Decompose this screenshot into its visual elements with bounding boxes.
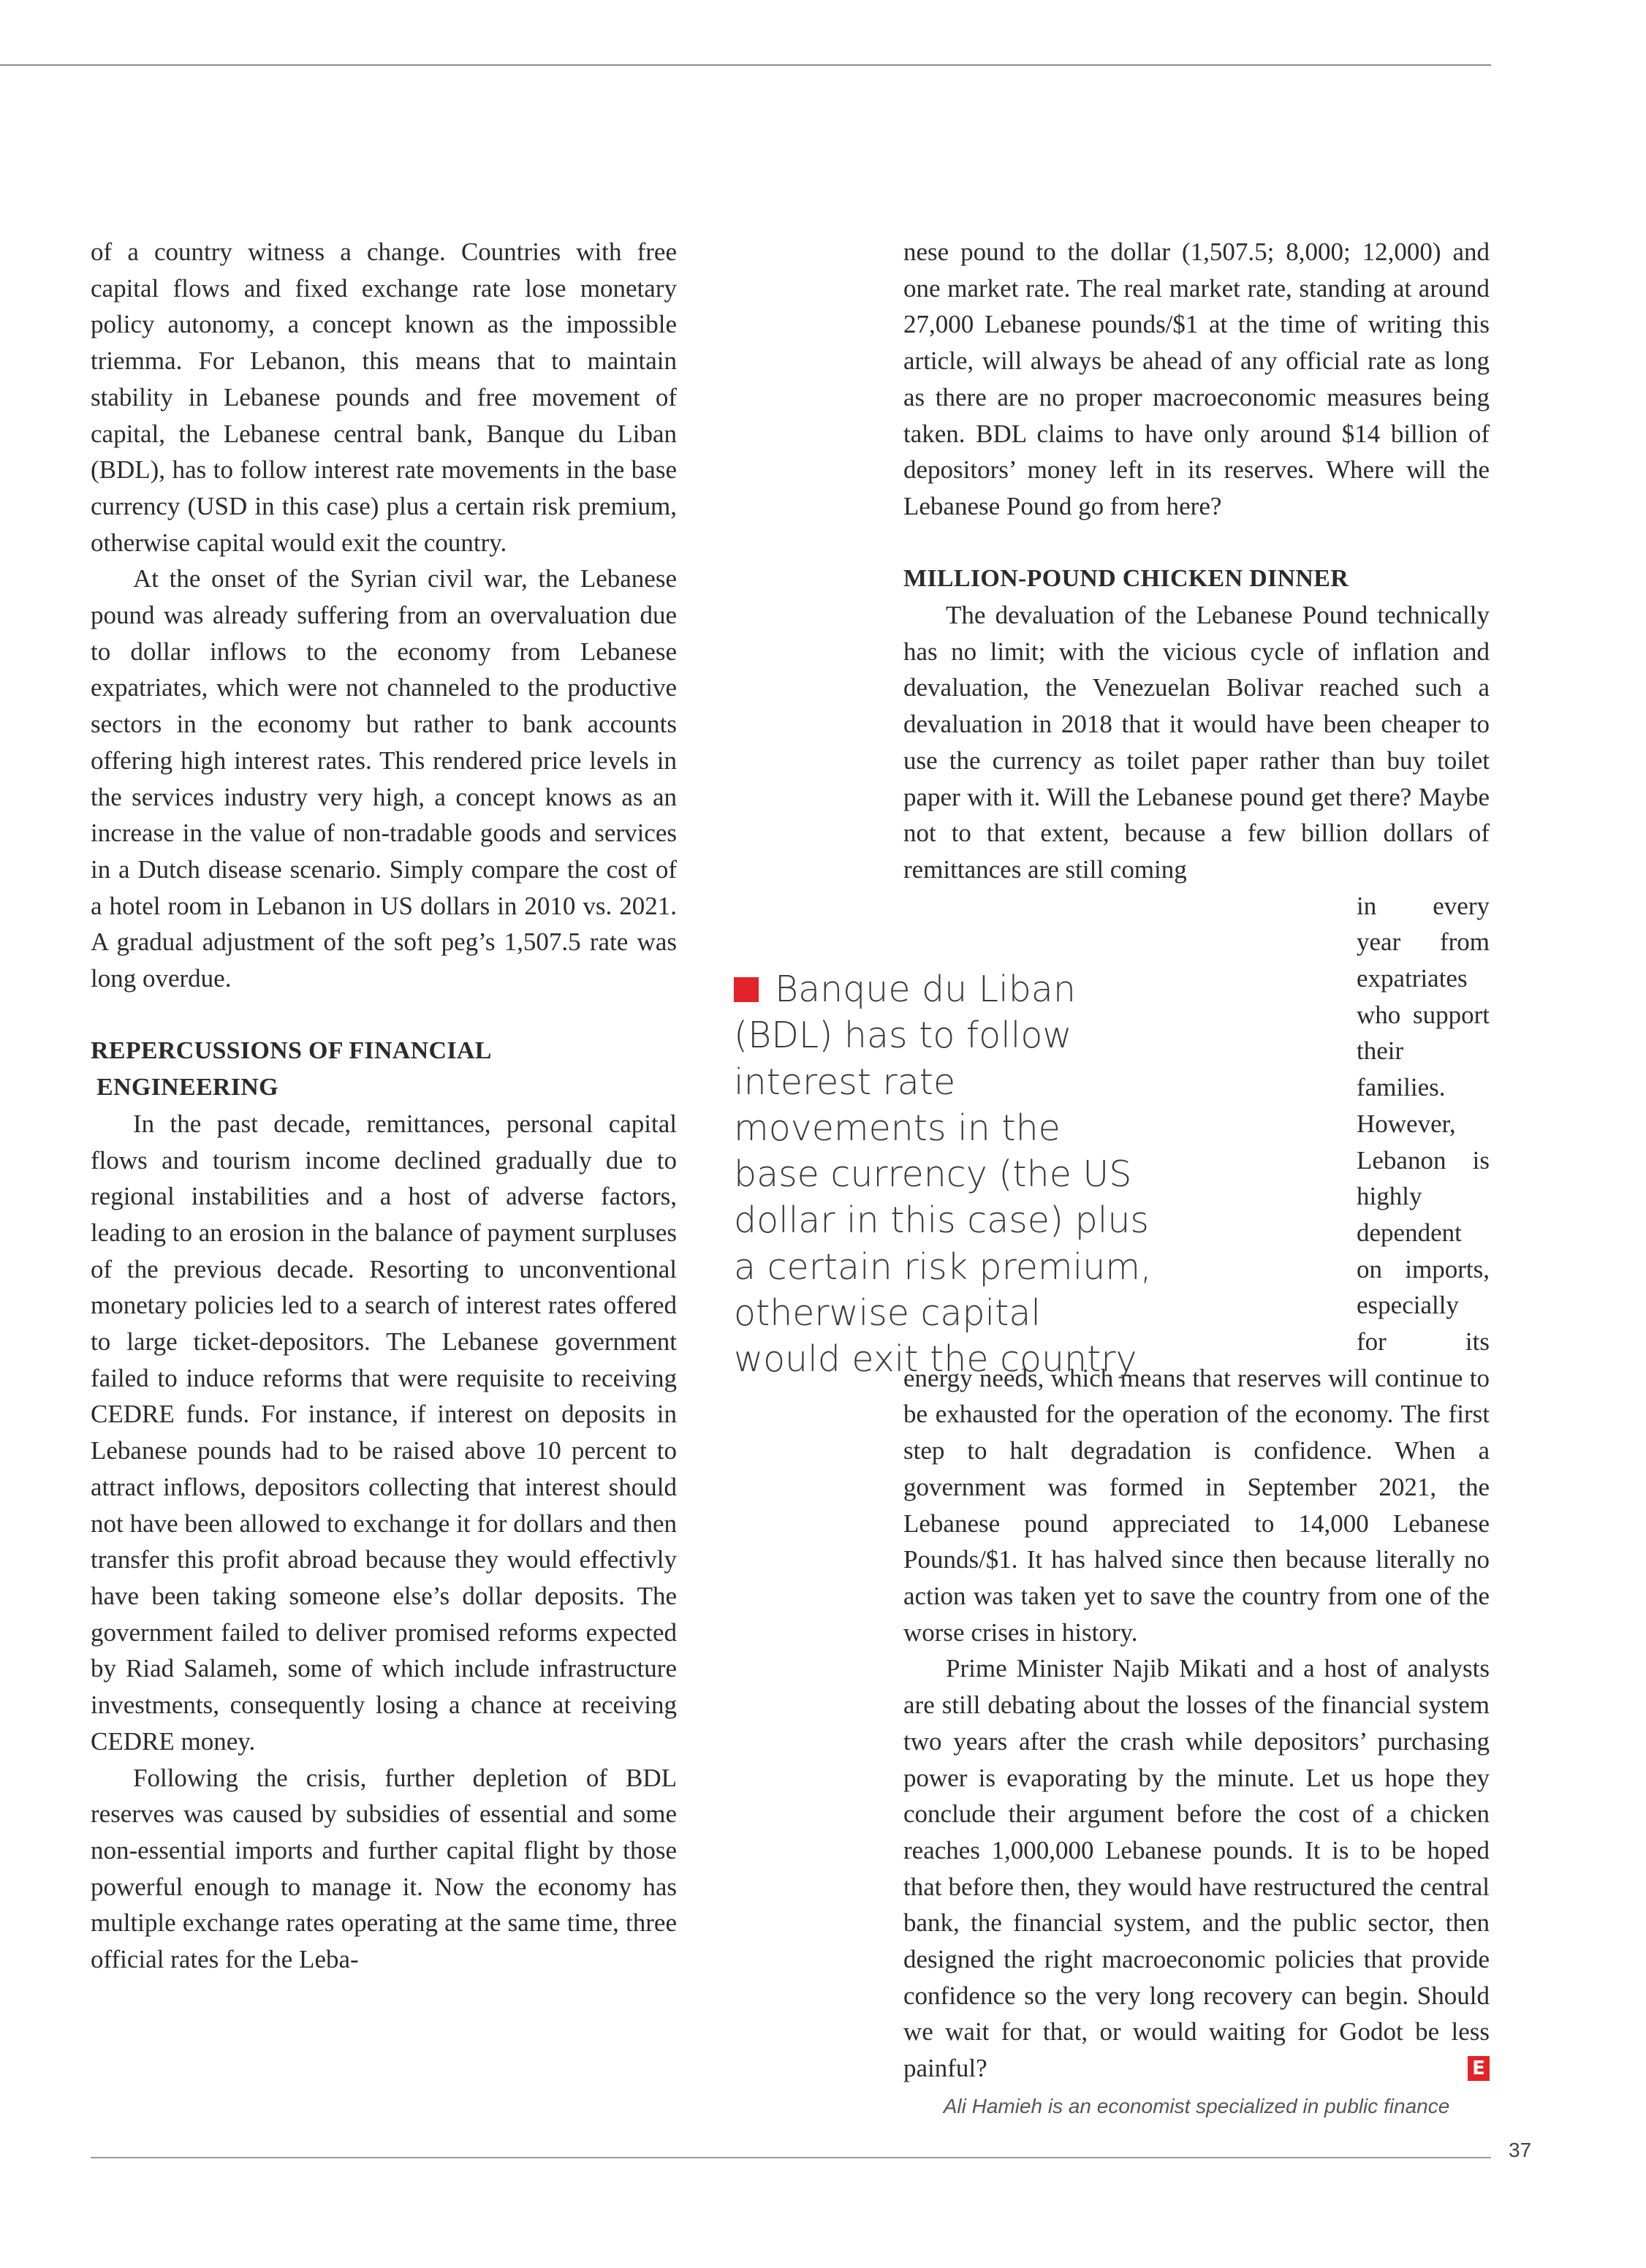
paragraph: In the past decade, remittances, personal capital flows and tourism income declined gradually due to regional instabilities and a host of adverse factors, leading to an erosion in the balance of payment surpluses of the previous decade. Resorting to unconventional monetary policies led to a search of interest rates offered to large ticket-depositors. The Lebanese government failed to induce reforms that were requisite to receiving CEDRE funds. For instance, if interest on deposits in Lebanese pounds had to be raised above 10 percent to attract inflows, depositors collecting that interest should not have been allowed to exchange it for dollars and then transfer this profit abroad because they would effectivly have been taking someone else’s dollar deposits. The government failed to deliver promised reforms expected by Riad Salameh, some of which include infrastructure investments, consequently losing a chance at receiving CEDRE money. bbox=[91, 1109, 677, 1756]
paragraph-text: Prime Minister Najib Mikati and a host of analysts are still debating about the losses of the financial system two years after the crash while depositors’ purchasing power is evaporating by the minute. Let us hope they conclude their argument before the cost of a chicken reaches 1,000,000 Lebanese pounds. It is to be hoped that before then, they would have restructured the central bank, the financial system, and the public sector, then designed the right macroeconomic policies that provide confidence so the very long recovery can begin. Should we wait for that, or would waiting for Godot be less painful? bbox=[903, 1654, 1490, 2083]
section-heading: MILLION-POUND CHICKEN DINNER bbox=[903, 565, 1349, 593]
left-column bbox=[91, 234, 677, 1978]
pull-quote-text: Banque du Liban (BDL) has to follow interest rate movements in the base currency (the US dollar in this case) plus a certain risk premium, otherwise capital would exit the country bbox=[734, 968, 1152, 1381]
paragraph: The devaluation of the Lebanese Pound technically has no limit; with the vicious cycle of inflation and devaluation, the Venezuelan Bolivar reached such a devaluation in 2018 that it would have been cheaper to use the currency as toilet paper rather than buy toilet paper with it. Will the Lebanese pound get there? Maybe not to that extent, because a few billion dollars of remittances are still coming bbox=[903, 601, 1490, 884]
end-of-article-mark: E bbox=[1468, 2056, 1490, 2081]
section-heading bbox=[91, 1033, 677, 1105]
section-heading-line: ENGINEERING bbox=[96, 1074, 278, 1101]
author-note: Ali Hamieh is an economist specialized in public finance bbox=[943, 2095, 1450, 2117]
paragraph: of a country witness a change. Countries with free capital flows and fixed exchange rate lose monetary policy autonomy, a concept known as the impossible triemma. For Lebanon, this means that to maintain stability in Lebanese pounds and free movement of capital, the Lebanese central bank, Banque du Liban (BDL), has to follow interest rate movements in the base currency (USD in this case) plus a certain risk premium, otherwise capital would exit the country. bbox=[91, 238, 677, 557]
paragraph: nese pound to the dollar (1,507.5; 8,000; 12,000) and one market rate. The real market rate, standing at around 27,000 Lebanese pounds/$1 at the time of writing this article, will always be ahead of any official rate as long as there are no proper macroeconomic measures being taken. BDL claims to have only around $14 billion of depositors’ money left in its reserves. Where will the Lebanese Pound go from here? bbox=[903, 238, 1490, 520]
page-number: 37 bbox=[1509, 2139, 1532, 2161]
paragraph: At the onset of the Syrian civil war, the Lebanese pound was already suffering from an overvaluation due to dollar inflows to the economy from Lebanese expatriates, which were not channeled to the productive sectors in the economy but rather to bank accounts offering high interest rates. This rendered price levels in the services industry very high, a concept knows as an increase in the value of non-tradable goods and services in a Dutch disease scenario. Simply compare the cost of a hotel room in Lebanon in US dollars in 2010 vs. 2021. A gradual adjustment of the soft peg’s 1,507.5 rate was long overdue. bbox=[91, 564, 677, 993]
paragraph: Following the crisis, further depletion of BDL reserves was caused by subsidies of essential and some non-essential imports and further capital flight by those powerful enough to manage it. Now the economy has multiple exchange rates operating at the same time, three official rates for the Leba- bbox=[91, 1763, 677, 1974]
paragraph: in every year from expatriates who support their families. However, Lebanon is highly dependent on imports, especially for its energy needs, which means that reserves will continue to be exhausted for the operation of the economy. The first step to halt degradation is confidence. When a government was formed in September 2021, the Lebanese pound appreciated to 14,000 Lebanese Pounds/$1. It has halved since then because literally no action was taken yet to save the country from one of the worse crises in history. bbox=[903, 891, 1490, 1647]
bottom-rule bbox=[91, 2157, 1491, 2158]
pull-quote bbox=[734, 966, 1155, 1383]
top-rule bbox=[0, 64, 1491, 66]
red-square-icon bbox=[734, 977, 759, 1002]
paragraph bbox=[903, 1650, 1490, 2086]
section-heading-line: REPERCUSSIONS OF FINANCIAL bbox=[91, 1037, 492, 1065]
